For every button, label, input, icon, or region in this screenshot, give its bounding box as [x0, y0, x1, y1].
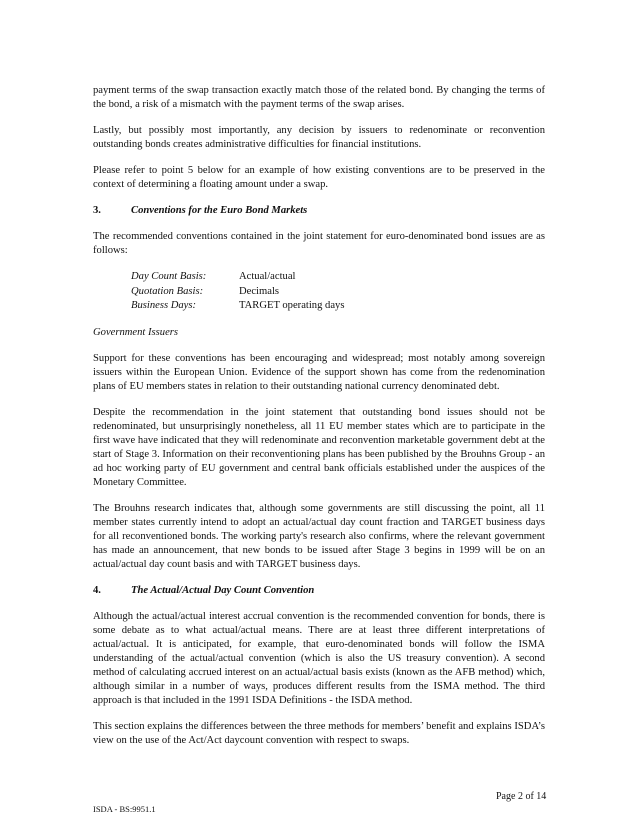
page-number: Page 2 of 14 [496, 791, 547, 802]
body-paragraph: Lastly, but possibly most importantly, any decision by issuers to redenominate or reconvention outstanding bonds creates administrative difficulties for financial institutions. [93, 125, 545, 150]
body-paragraph: Despite the recommendation in the joint statement that outstanding bond issues should not be redenominated, but unsurprisingly nonetheless, all 11 EU member states which are to participate in the first wave have indicated that they will redenominate and reconvention marketable government debt at the start of Stage 3. Information on their reconventioning plans has been published by the Brouhns Group - an ad hoc working party of EU government and central bank officials established under the auspices of the Monetary Committee. [93, 406, 545, 488]
document-reference: ISDA - BS:9951.1 [93, 804, 156, 814]
subheading-government-issuers: Government Issuers [93, 326, 179, 338]
convention-value: TARGET operating days [239, 300, 345, 311]
section-number: 4. [93, 584, 101, 596]
convention-label: Business Days: [131, 300, 197, 311]
body-paragraph: This section explains the differences between the three methods for members’ benefit and explains ISDA’s view on the use of the Act/Act daycount convention with respect to swaps. [93, 720, 545, 746]
section-title: Conventions for the Euro Bond Markets [131, 205, 308, 216]
body-paragraph: Please refer to point 5 below for an example of how existing conventions are to be preserved in the context of determining a floating amount under a swap. [93, 165, 545, 190]
convention-row [131, 285, 545, 300]
body-paragraph: payment terms of the swap transaction exactly match those of the related bond. By changing the terms of the bond, a risk of a mismatch with the payment terms of the swap arises. [93, 85, 545, 110]
convention-value: Actual/actual [239, 271, 296, 282]
section-heading-3 [93, 204, 545, 218]
convention-value: Decimals [239, 285, 280, 297]
page-body [93, 84, 545, 760]
convention-row [131, 270, 545, 285]
section-title: The Actual/Actual Day Count Convention [131, 584, 315, 596]
conventions-list [131, 270, 545, 314]
section-number: 3. [93, 205, 101, 216]
body-paragraph: Support for these conventions has been encouraging and widespread; most notably among sovereign issuers within the European Union. Evidence of the support shown has come from the redenomination plans of EU members states in relation to their outstanding national currency denominated debt. [93, 352, 545, 392]
body-paragraph: The recommended conventions contained in the joint statement for euro-denominated bond issues are as follows: [93, 231, 545, 256]
section-heading-4 [93, 584, 545, 598]
body-paragraph: The Brouhns research indicates that, although some governments are still discussing the point, all 11 member states currently intend to adopt an actual/actual day count fraction and TARGET business days for all reconventioned bonds. The working party's research also confirms, where the relevant government has made an announcement, that new bonds to be issued after Stage 3 begins in 1999 will be on an actual/actual day count basis and with TARGET business days. [93, 502, 545, 570]
convention-row [131, 299, 545, 314]
convention-label: Day Count Basis: [131, 271, 207, 282]
convention-label: Quotation Basis: [131, 285, 204, 297]
body-paragraph: Although the actual/actual interest accrual convention is the recommended convention for bonds, there is some debate as to what actual/actual means. There are at least three different interpretations of actual/actual. It is anticipated, for example, that euro-denominated bonds will follow the ISMA understanding of the actual/actual convention (which is also the US treasury convention). A second method of calculating accrued interest on an actual/actual basis exists (known as the AFB method) which, although similar in a number of ways, produces different results from the ISMA method. The third approach is that included in the 1991 ISDA Definitions - the ISDA method. [93, 610, 545, 706]
